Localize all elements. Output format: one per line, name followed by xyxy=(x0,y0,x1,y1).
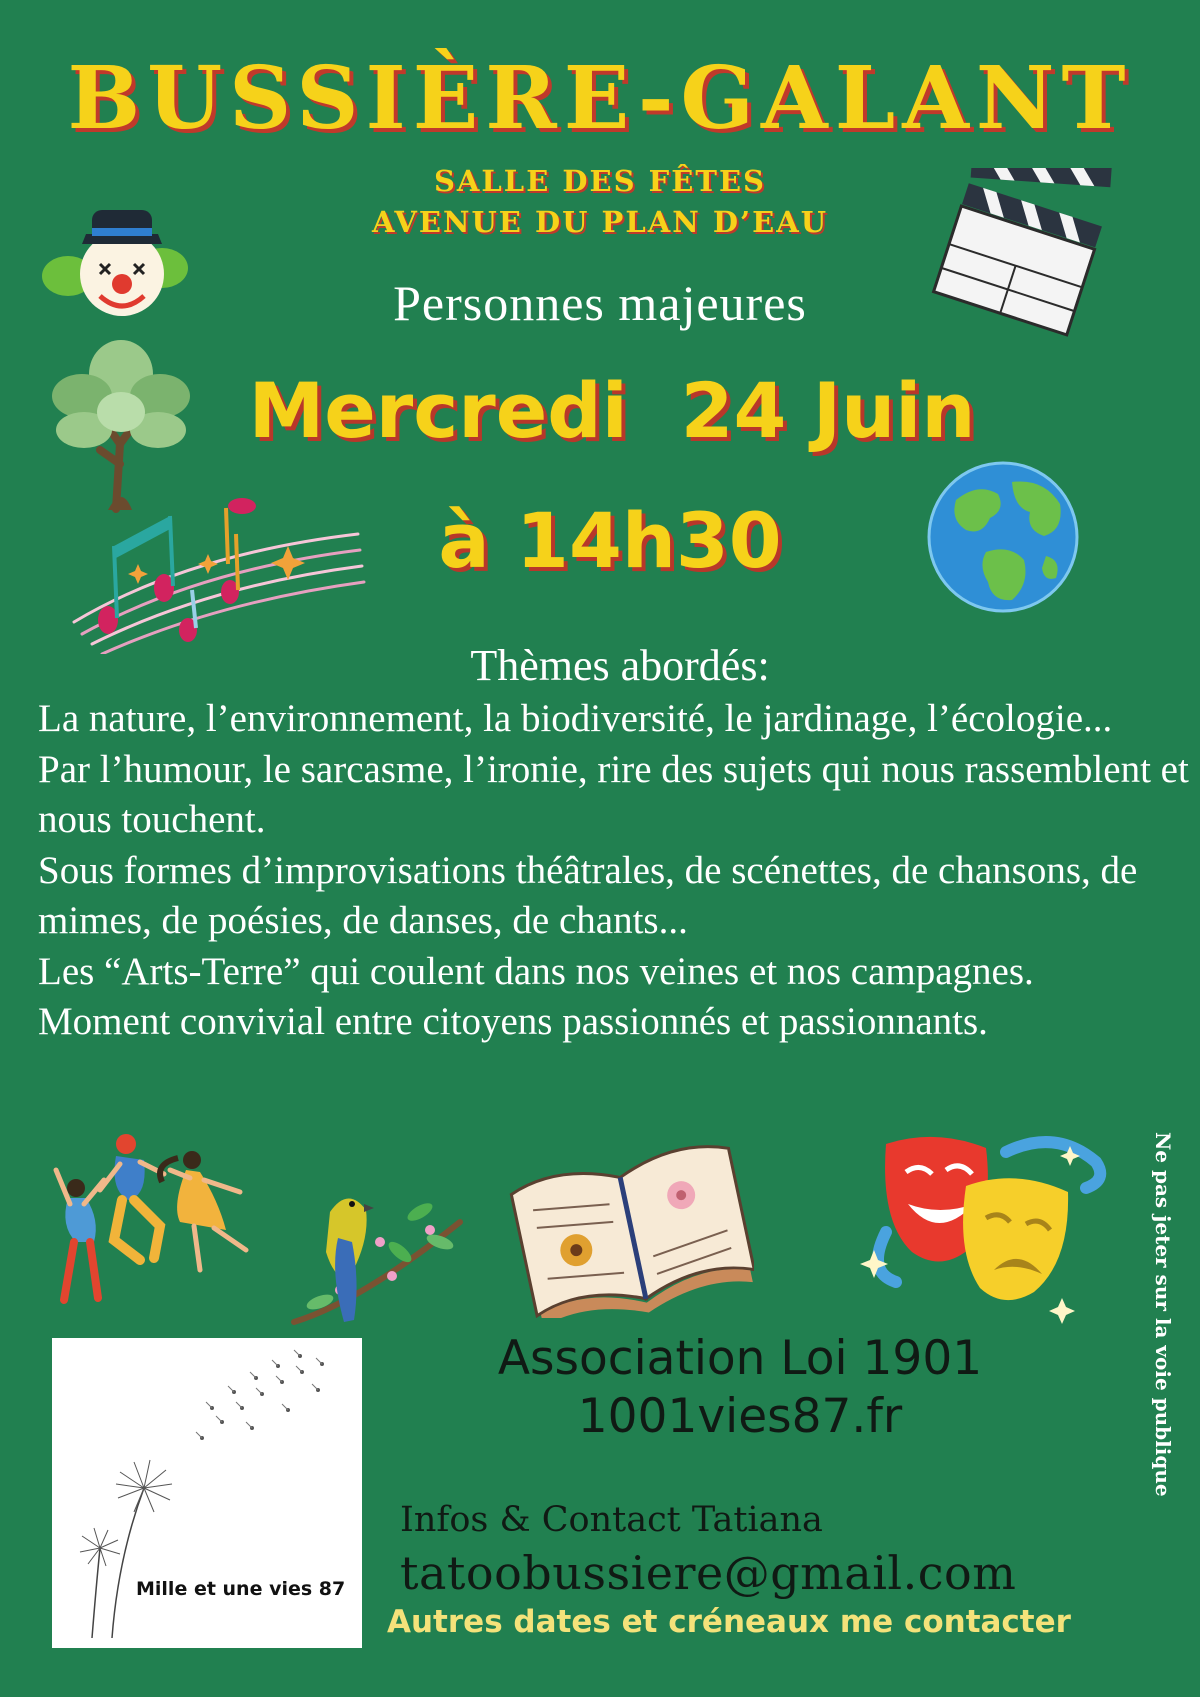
contact-email[interactable]: tatoobussiere@gmail.com xyxy=(400,1546,1017,1600)
clapperboard-icon xyxy=(930,168,1120,338)
other-dates-note: Autres dates et créneaux me contacter xyxy=(387,1604,1071,1640)
theme-paragraph: Moment convivial entre citoyens passionnés et passionnants. xyxy=(38,1000,988,1043)
event-location-title: BUSSIÈRE-GALANT xyxy=(67,48,1133,149)
do-not-litter-note: Ne pas jeter sur la voie publique xyxy=(1151,1132,1175,1497)
theme-paragraph: Les “Arts-Terre” qui coulent dans nos veines et nos campagnes. xyxy=(38,949,1034,993)
audience-label: Personnes majeures xyxy=(393,275,807,331)
music-notes-icon xyxy=(68,494,368,654)
association-label: Association Loi 1901 xyxy=(497,1331,983,1386)
venue-line-1: SALLE DES FÊTES xyxy=(433,164,767,198)
event-date: Mercredi 24 Juin xyxy=(248,366,976,455)
theme-paragraph: La nature, l’environnement, la biodiversité, le jardinage, l’écologie... xyxy=(38,697,1113,740)
theme-paragraph: Par l’humour, le sarcasme, l’ironie, rire des sujets qui nous rassemblent et nous touchent. xyxy=(38,747,1189,841)
association-website[interactable]: 1001vies87.fr xyxy=(577,1389,903,1444)
bird-icon xyxy=(290,1182,470,1332)
globe-icon xyxy=(926,460,1080,614)
venue-line-2: AVENUE DU PLAN D’EAU xyxy=(372,205,828,239)
themes-heading: Thèmes abordés: xyxy=(470,641,770,690)
clown-icon xyxy=(40,206,190,326)
tree-icon xyxy=(46,334,196,514)
theatre-masks-icon xyxy=(856,1132,1120,1332)
logo-text: Mille et une vies 87 xyxy=(136,1578,346,1600)
theme-paragraph: Sous formes d’improvisations théâtrales, de scénettes, de chansons, de mimes, de poésies, de danses, de chants... xyxy=(38,848,1138,942)
contact-label: Infos & Contact Tatiana xyxy=(400,1500,823,1540)
dancers-icon xyxy=(50,1130,260,1320)
book-icon xyxy=(508,1110,754,1318)
themes-description xyxy=(38,694,1198,1048)
association-block xyxy=(440,1330,1040,1446)
event-time: à 14h30 xyxy=(438,496,782,585)
vertical-note-container xyxy=(1153,1132,1177,1572)
association-logo xyxy=(52,1338,362,1648)
dandelion-icon xyxy=(52,1338,362,1648)
